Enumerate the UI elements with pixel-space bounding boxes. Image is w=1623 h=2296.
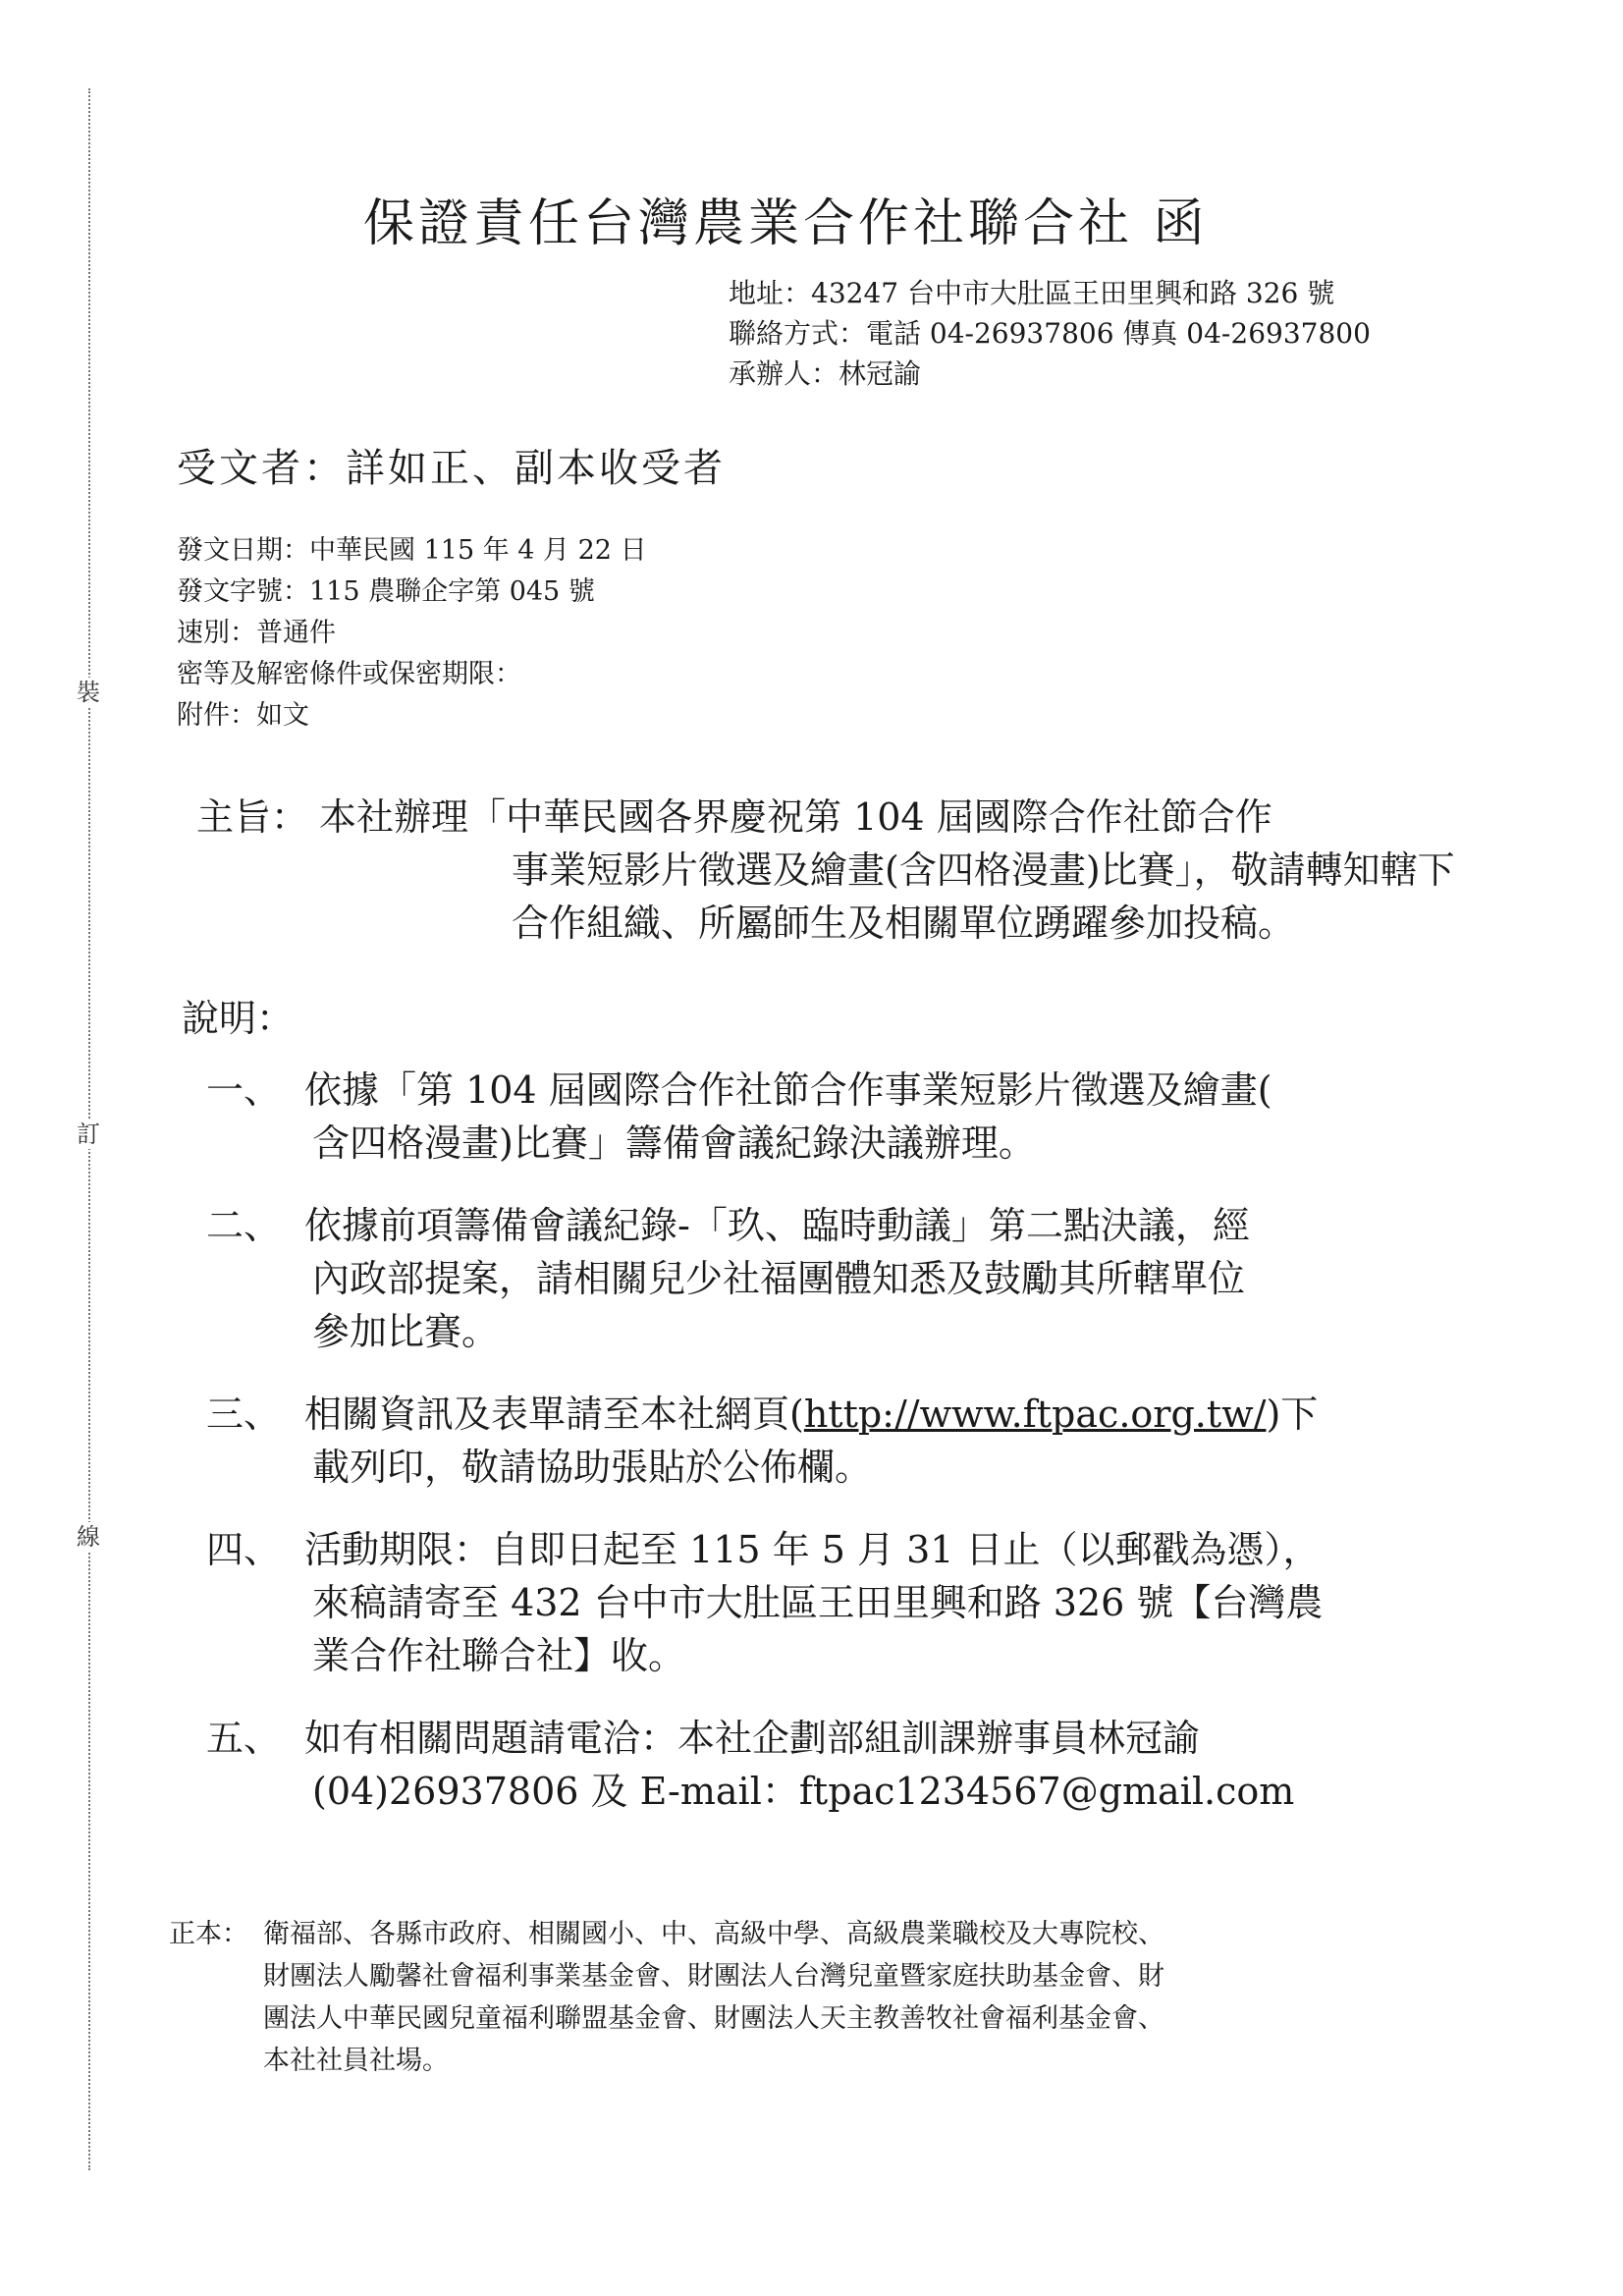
- issue-date: 發文日期：中華民國 115 年 4 月 22 日: [177, 535, 647, 566]
- item-line: 如有相關問題請電洽：本社企劃部組訓課辦事員林冠諭: [304, 1717, 1201, 1760]
- distribution-line: 團法人中華民國兒童福利聯盟基金會、財團法人天主教善牧社會福利基金會、: [263, 2003, 1164, 2034]
- website-link[interactable]: http://www.ftpac.org.tw/: [803, 1393, 1267, 1436]
- item-line: 內政部提案，請相關兒少社福團體知悉及鼓勵其所轄單位: [312, 1257, 1246, 1300]
- explanation-item: [206, 1064, 1323, 1170]
- explanation-items: [206, 1064, 1323, 1847]
- secrecy-level: 密等及解密條件或保密期限：: [177, 659, 521, 689]
- item-line: 來稿請寄至 432 台中市大肚區王田里興和路 326 號【台灣農: [312, 1581, 1324, 1624]
- item-line: 依據「第 104 屆國際合作社節合作事業短影片徵選及繪畫(: [304, 1068, 1272, 1112]
- contact-email-line: (04)26937806 及 E-mail：ftpac1234567@gmail.com: [312, 1770, 1295, 1813]
- item-line: 業合作社聯合社】收。: [312, 1634, 686, 1677]
- distribution-line: 財團法人勵馨社會福利事業基金會、財團法人台灣兒童暨家庭扶助基金會、財: [263, 1961, 1164, 1992]
- address-line: 地址：43247 台中市大肚區王田里興和路 326 號: [729, 277, 1335, 309]
- handler-line: 承辦人：林冠諭: [729, 357, 922, 390]
- explanation-item: [206, 1523, 1323, 1682]
- item-number: 四、: [206, 1528, 282, 1571]
- explanation-item: [206, 1199, 1323, 1358]
- subject-line: 事業短影片徵選及繪畫(含四格漫畫)比賽」，敬請轉知轄下: [512, 848, 1455, 892]
- subject-text: [319, 791, 1455, 950]
- distribution-list: [169, 1913, 1164, 2082]
- item-number: 三、: [206, 1393, 282, 1436]
- item-line: 含四格漫畫)比賽」籌備會議紀錄決議辦理。: [312, 1121, 1036, 1165]
- contact-line: 聯絡方式：電話 04-26937806 傳真 04-26937800: [729, 317, 1371, 350]
- item-line: 活動期限：自即日起至 115 年 5 月 31 日止（以郵戳為憑），: [304, 1528, 1321, 1571]
- explanation-item: [206, 1712, 1323, 1818]
- item-line: [304, 1388, 1323, 1441]
- binding-mark-ding: 訂: [63, 1120, 114, 1149]
- binding-mark-zhuang: 裝: [63, 678, 114, 707]
- document-meta: [177, 530, 647, 737]
- organization-title: 保證責任台灣農業合作社聯合社 函: [363, 194, 1209, 253]
- letterhead-info: [729, 273, 1371, 394]
- binding-mark-xian: 線: [63, 1522, 114, 1552]
- item-line-prefix: 相關資訊及表單請至本社網頁(: [304, 1393, 804, 1436]
- item-line: 參加比賽。: [312, 1310, 500, 1353]
- document-number: 發文字號：115 農聯企字第 045 號: [177, 576, 595, 607]
- item-number: 五、: [206, 1717, 282, 1760]
- attachment-line: 附件：如文: [177, 700, 309, 731]
- subject-line: 合作組織、所屬師生及相關單位踴躍參加投稿。: [512, 902, 1296, 945]
- explanation-item: [206, 1388, 1323, 1494]
- distribution-line: 衛福部、各縣市政府、相關國小、中、高級中學、高級農業職校及大專院校、: [263, 1919, 1164, 1949]
- distribution-line: 本社社員社場。: [263, 2046, 449, 2076]
- delivery-speed: 速別：普通件: [177, 618, 336, 648]
- item-number: 二、: [206, 1204, 282, 1247]
- explanation-label: 說明：: [182, 997, 295, 1040]
- item-number: 一、: [206, 1068, 282, 1112]
- item-line: 載列印，敬請協助張貼於公佈欄。: [312, 1446, 873, 1489]
- subject-label: 主旨：: [196, 795, 309, 839]
- subject-line: 本社辦理「中華民國各界慶祝第 104 屆國際合作社節合作: [319, 795, 1272, 839]
- item-line: 依據前項籌備會議紀錄-「玖、臨時動議」第二點決議，經: [304, 1204, 1250, 1247]
- recipient-line: 受文者：詳如正、副本收受者: [177, 446, 726, 491]
- distribution-label: 正本：: [169, 1919, 248, 1949]
- item-line-suffix: )下: [1266, 1393, 1319, 1436]
